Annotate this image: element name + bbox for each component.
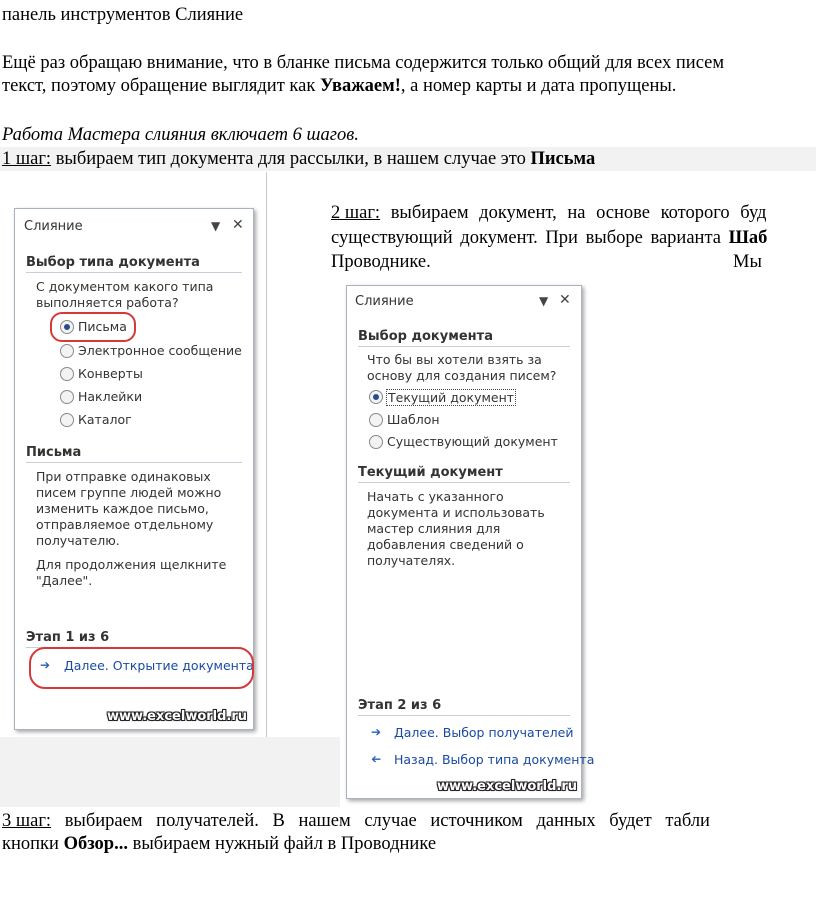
radio-label[interactable]: Каталог bbox=[78, 412, 132, 427]
doc-step1 bbox=[2, 148, 595, 170]
next-link[interactable]: Далее. Выбор получателей bbox=[394, 725, 574, 740]
section-divider bbox=[358, 482, 570, 483]
section-divider bbox=[358, 715, 570, 716]
doc-paragraph-line bbox=[2, 75, 676, 97]
radio-template[interactable] bbox=[369, 413, 383, 427]
doc-text: существующий документ. При выборе варианта bbox=[331, 228, 729, 248]
doc-italic-heading: Работа Мастера слияния включает 6 шагов. bbox=[2, 125, 359, 145]
section-divider bbox=[26, 272, 242, 273]
arrow-left-icon[interactable]: ➔ bbox=[371, 752, 382, 766]
doc-line-toolbar: панель инструментов Слияние bbox=[2, 5, 244, 25]
description-text: добавления сведений о bbox=[367, 537, 524, 552]
radio-current-document[interactable] bbox=[369, 390, 383, 404]
highlight-oval bbox=[29, 647, 254, 689]
arrow-right-icon[interactable]: ➔ bbox=[371, 725, 382, 739]
bottom-shade bbox=[0, 737, 340, 807]
description-text: мастер слияния для bbox=[367, 521, 501, 536]
section-heading: Выбор документа bbox=[358, 329, 493, 344]
doc-bold-text: Письма bbox=[530, 149, 596, 169]
radio-label[interactable]: Текущий документ bbox=[388, 390, 515, 405]
chevron-down-icon[interactable]: ▼ bbox=[211, 219, 221, 233]
doc-bold-text: Обзор... bbox=[63, 834, 128, 854]
doc-text: выбираем нужный файл в Проводнике bbox=[127, 834, 437, 854]
description-text: отправляемое отдельному bbox=[36, 517, 214, 532]
section-heading: Выбор типа документа bbox=[26, 255, 200, 270]
radio-envelopes[interactable] bbox=[60, 367, 74, 381]
radio-label[interactable]: Шаблон bbox=[387, 412, 440, 427]
pane-title: Слияние bbox=[24, 219, 83, 234]
mail-merge-pane-step1 bbox=[14, 208, 254, 730]
pane-title: Слияние bbox=[355, 294, 414, 309]
highlight-oval bbox=[50, 312, 136, 342]
radio-label[interactable]: Электронное сообщение bbox=[78, 343, 242, 358]
doc-text: текст, поэтому обращение выглядит как bbox=[2, 76, 320, 96]
continue-text: "Далее". bbox=[36, 573, 93, 588]
watermark: www.excelworld.ru bbox=[437, 779, 578, 794]
radio-email[interactable] bbox=[60, 344, 74, 358]
radio-label[interactable]: Наклейки bbox=[78, 389, 143, 404]
radio-catalog[interactable] bbox=[60, 413, 74, 427]
description-text: получателю. bbox=[36, 533, 120, 548]
section-divider bbox=[358, 346, 570, 347]
doc-step2-line2 bbox=[331, 227, 767, 249]
doc-step3-line1 bbox=[2, 810, 710, 832]
description-text: получателях. bbox=[367, 553, 456, 568]
doc-text: , а номер карты и дата пропущены. bbox=[400, 76, 677, 96]
radio-label[interactable]: Конверты bbox=[78, 366, 143, 381]
question-text: С документом какого типа bbox=[36, 279, 214, 294]
radio-existing-document[interactable] bbox=[369, 435, 383, 449]
mail-merge-pane-step2 bbox=[346, 285, 595, 799]
doc-text: выбираем получателей. В нашем случае источником данных будет табли bbox=[51, 811, 710, 831]
next-link[interactable]: Далее. Открытие документа bbox=[64, 658, 254, 673]
step3-label: 3 шаг: bbox=[2, 811, 52, 831]
doc-text: выбираем тип документа для рассылки, в нашем случае это bbox=[51, 149, 531, 169]
step2-label: 2 шаг: bbox=[331, 203, 381, 223]
section-heading: Письма bbox=[26, 445, 82, 460]
question-text: Что бы вы хотели взять за bbox=[367, 352, 542, 367]
back-link[interactable]: Назад. Выбор типа документа bbox=[394, 752, 595, 767]
table-border bbox=[266, 172, 267, 737]
chevron-down-icon[interactable]: ▼ bbox=[539, 294, 549, 308]
doc-step2-line3: Проводнике. bbox=[331, 252, 431, 272]
description-text: документа и использовать bbox=[367, 505, 545, 520]
doc-bold-text: Уважаем! bbox=[319, 76, 401, 96]
radio-label[interactable]: Существующий документ bbox=[387, 434, 558, 449]
doc-bold-text: Шаб bbox=[728, 228, 768, 248]
arrow-right-icon[interactable]: ➔ bbox=[40, 658, 51, 672]
doc-text: выбираем документ, на основе которого буд bbox=[380, 203, 767, 223]
step1-label: 1 шаг: bbox=[2, 149, 52, 169]
radio-labels[interactable] bbox=[60, 390, 74, 404]
section-divider bbox=[26, 462, 242, 463]
doc-step2-line1 bbox=[331, 202, 766, 224]
doc-step2-line3-end: Мы bbox=[733, 252, 762, 272]
description-text: изменить каждое письмо, bbox=[36, 501, 209, 516]
description-text: При отправке одинаковых bbox=[36, 469, 211, 484]
description-text: Начать с указанного bbox=[367, 489, 504, 504]
doc-text: кнопки bbox=[2, 834, 64, 854]
doc-paragraph-line: Ещё раз обращаю внимание, что в бланке письма содержится только общий для всех писем bbox=[2, 53, 725, 73]
close-icon[interactable]: ✕ bbox=[232, 217, 244, 233]
question-text: основу для создания писем? bbox=[367, 368, 557, 383]
stage-label: Этап 1 из 6 bbox=[26, 630, 110, 645]
watermark: www.excelworld.ru bbox=[107, 709, 248, 724]
continue-text: Для продолжения щелкните bbox=[36, 557, 227, 572]
doc-step3-line2 bbox=[2, 833, 436, 855]
description-text: писем группе людей можно bbox=[36, 485, 222, 500]
question-text: выполняется работа? bbox=[36, 295, 179, 310]
close-icon[interactable]: ✕ bbox=[559, 292, 571, 308]
section-heading: Текущий документ bbox=[358, 465, 503, 480]
radio-label[interactable]: Письма bbox=[78, 319, 127, 334]
stage-label: Этап 2 из 6 bbox=[358, 698, 442, 713]
